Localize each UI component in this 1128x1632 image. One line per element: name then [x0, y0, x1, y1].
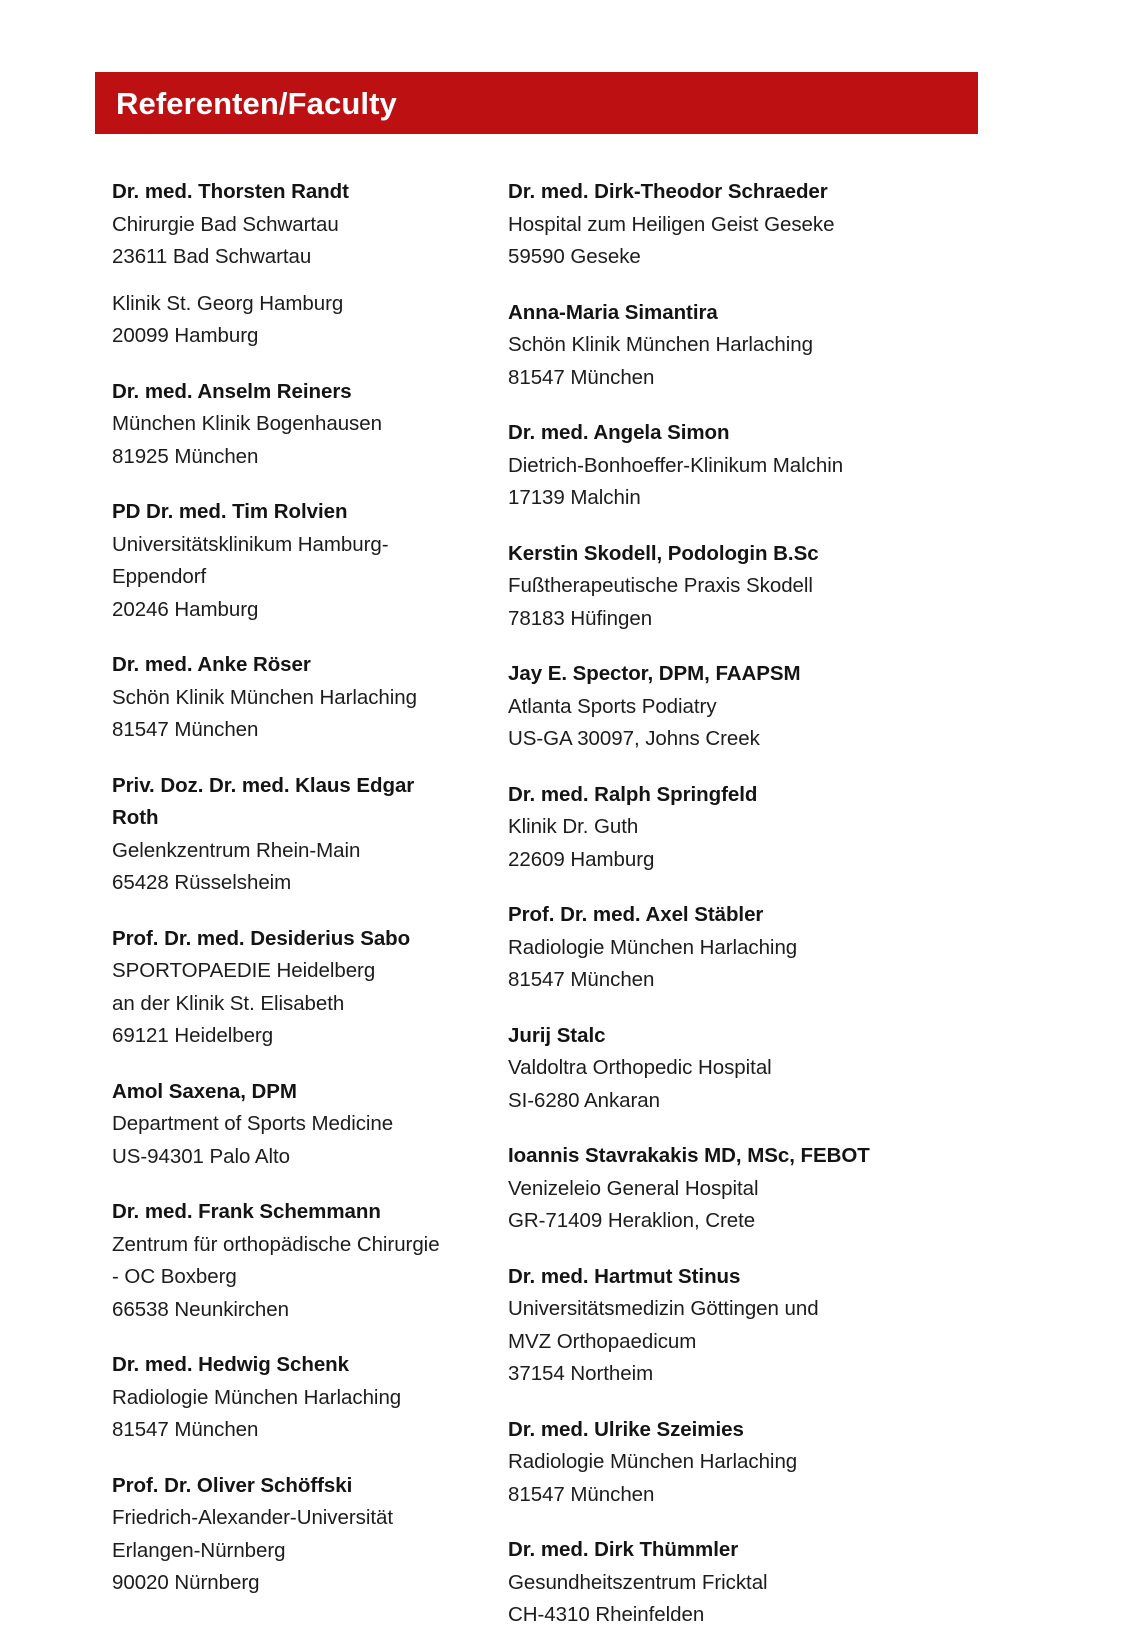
faculty-name: Priv. Doz. Dr. med. Klaus Edgar Roth [112, 773, 415, 829]
faculty-affiliation-line: Valdoltra Orthopedic Hospital [508, 1056, 772, 1079]
faculty-affiliation-line: München Klinik Bogenhausen [112, 412, 382, 435]
faculty-affiliation-line: Chirurgie Bad Schwartau [112, 212, 339, 236]
faculty-entry [112, 923, 447, 1053]
faculty-affiliation-line: GR-71409 Heraklion, Crete [508, 1209, 756, 1232]
faculty-affiliation [508, 450, 1005, 515]
faculty-affiliation-line: Gesundheitszentrum Fricktal [508, 1570, 768, 1594]
faculty-entry [112, 496, 447, 626]
faculty-affiliation-line: Gelenkzentrum Rhein-Main [112, 838, 361, 862]
faculty-affiliation-line: 22609 Hamburg [508, 847, 655, 871]
faculty-affiliation [508, 1293, 1005, 1391]
faculty-affiliation-line: 81547 München [508, 365, 655, 389]
faculty-affiliation [112, 288, 447, 353]
faculty-affiliation [112, 1108, 447, 1173]
faculty-affiliation-line: 65428 Rüsselsheim [112, 871, 292, 894]
faculty-name: Prof. Dr. med. Axel Stäbler [508, 903, 764, 926]
faculty-name: Dr. med. Thorsten Randt [112, 180, 349, 203]
faculty-affiliation-line: SI-6280 Ankaran [508, 1088, 660, 1112]
faculty-name: Dr. med. Dirk-Theodor Schraeder [508, 180, 828, 203]
faculty-affiliation-line: Klinik St. Georg Hamburg [112, 291, 344, 315]
faculty-entry [112, 176, 447, 353]
faculty-name: Kerstin Skodell, Podologin B.Sc [508, 541, 819, 565]
faculty-name: Prof. Dr. med. Desiderius Sabo [112, 926, 411, 950]
faculty-entry [508, 779, 1005, 877]
faculty-entry [508, 1020, 1005, 1118]
faculty-affiliation-line: Fußtherapeutische Praxis Skodell [508, 574, 813, 597]
faculty-name: Dr. med. Hartmut Stinus [508, 1264, 741, 1288]
faculty-affiliation [508, 691, 1005, 756]
faculty-affiliation-line: 59590 Geseke [508, 245, 641, 268]
faculty-entry [508, 297, 1005, 395]
faculty-affiliation [508, 329, 1005, 394]
faculty-entry [508, 176, 1005, 274]
faculty-affiliation-line: 81547 München [508, 968, 655, 991]
faculty-affiliation [508, 570, 1005, 635]
faculty-affiliation-line: 81547 München [508, 1482, 655, 1506]
faculty-affiliation-line: Department of Sports Medicine [112, 1112, 394, 1135]
faculty-affiliation-line: 23611 Bad Schwartau [112, 245, 312, 268]
faculty-affiliation [508, 932, 1005, 997]
faculty-affiliation-line: Friedrich-Alexander-Universität [112, 1506, 393, 1529]
faculty-affiliation-line: 81547 München [112, 718, 259, 741]
faculty-affiliation-line: Universitätsmedizin Göttingen und [508, 1297, 819, 1320]
faculty-affiliation-line: 81547 München [112, 1418, 259, 1441]
faculty-name: Ioannis Stavrakakis MD, MSc, FEBOT [508, 1144, 870, 1167]
faculty-affiliation-line: Universitätsklinikum Hamburg- [112, 532, 389, 556]
faculty-entry [508, 899, 1005, 997]
faculty-affiliation-line: Erlangen-Nürnberg [112, 1538, 286, 1562]
faculty-affiliation [112, 1382, 447, 1447]
faculty-affiliation [508, 811, 1005, 876]
faculty-affiliation-line: an der Klinik St. Elisabeth [112, 991, 345, 1015]
faculty-affiliation-line: 20099 Hamburg [112, 324, 259, 347]
faculty-affiliation-line: Atlanta Sports Podiatry [508, 694, 717, 718]
faculty-affiliation-line: Klinik Dr. Guth [508, 815, 639, 838]
faculty-affiliation [508, 1446, 1005, 1511]
faculty-affiliation-line: CH-4310 Rheinfelden [508, 1603, 705, 1626]
faculty-name: Dr. med. Ralph Springfeld [508, 782, 758, 806]
faculty-affiliation-line: 78183 Hüfingen [508, 606, 653, 630]
faculty-affiliation-line: 37154 Northeim [508, 1362, 654, 1385]
faculty-entry [508, 1261, 1005, 1391]
faculty-affiliation [112, 682, 447, 747]
faculty-entry [112, 1076, 447, 1174]
faculty-name: Jurij Stalc [508, 1023, 606, 1047]
faculty-name: Dr. med. Hedwig Schenk [112, 1353, 349, 1376]
faculty-entry [508, 1414, 1005, 1512]
faculty-affiliation-line: 17139 Malchin [508, 486, 641, 509]
faculty-entry [112, 649, 447, 747]
faculty-affiliation-line: 69121 Heidelberg [112, 1024, 274, 1047]
faculty-name: Dr. med. Dirk Thümmler [508, 1538, 739, 1561]
faculty-affiliation [112, 209, 447, 274]
faculty-affiliation-line: Hospital zum Heiligen Geist Geseke [508, 212, 835, 236]
faculty-column-right [455, 176, 1015, 1632]
faculty-name: Amol Saxena, DPM [112, 1079, 297, 1103]
faculty-affiliation-line: 20246 Hamburg [112, 597, 259, 621]
faculty-entry [112, 770, 447, 900]
faculty-entry [508, 1140, 1005, 1238]
faculty-name: Dr. med. Ulrike Szeimies [508, 1417, 744, 1441]
faculty-entry [508, 1534, 1005, 1632]
faculty-entry [508, 538, 1005, 636]
faculty-affiliation-line: MVZ Orthopaedicum [508, 1329, 697, 1353]
faculty-name: Prof. Dr. Oliver Schöffski [112, 1473, 353, 1497]
faculty-affiliation-line: Eppendorf [112, 565, 207, 588]
faculty-name: Dr. med. Frank Schemmann [112, 1200, 381, 1223]
faculty-affiliation-line: Venizeleio General Hospital [508, 1176, 759, 1200]
faculty-entry [112, 376, 447, 474]
faculty-affiliation [112, 529, 447, 627]
faculty-affiliation-line: Radiologie München Harlaching [508, 1450, 798, 1473]
section-header-bar [95, 72, 978, 134]
faculty-affiliation [508, 1567, 1005, 1632]
faculty-affiliation-line: 66538 Neunkirchen [112, 1297, 289, 1321]
faculty-affiliation-line: SPORTOPAEDIE Heidelberg [112, 959, 376, 982]
faculty-affiliation-line: US-94301 Palo Alto [112, 1144, 291, 1168]
faculty-affiliation-line: US-GA 30097, Johns Creek [508, 727, 760, 750]
faculty-affiliation [508, 1173, 1005, 1238]
faculty-affiliation-line: Dietrich-Bonhoeffer-Klinikum Malchin [508, 453, 844, 477]
faculty-entry [112, 1470, 447, 1600]
faculty-column-left [0, 176, 455, 1600]
faculty-entry [112, 1349, 447, 1447]
faculty-affiliation [112, 955, 447, 1053]
faculty-entry [508, 658, 1005, 756]
faculty-name: Dr. med. Anke Röser [112, 653, 311, 676]
faculty-affiliation-line: Schön Klinik München Harlaching [508, 333, 813, 356]
faculty-entry [112, 1196, 447, 1326]
faculty-affiliation-line: Radiologie München Harlaching [112, 1385, 402, 1409]
faculty-affiliation-line: 81925 München [112, 444, 259, 468]
faculty-affiliation [112, 1502, 447, 1600]
faculty-affiliation [112, 408, 447, 473]
faculty-affiliation-line: 90020 Nürnberg [112, 1571, 260, 1594]
faculty-entry [508, 417, 1005, 515]
faculty-affiliation-line: Schön Klinik München Harlaching [112, 685, 417, 709]
faculty-affiliation [112, 1229, 447, 1327]
page-title: Referenten/Faculty [116, 85, 397, 121]
faculty-name: Dr. med. Anselm Reiners [112, 379, 352, 403]
faculty-name: PD Dr. med. Tim Rolvien [112, 500, 348, 523]
faculty-name: Anna-Maria Simantira [508, 300, 718, 324]
faculty-affiliation-line: Radiologie München Harlaching [508, 935, 798, 959]
faculty-affiliation [508, 209, 1005, 274]
faculty-affiliation-line: Zentrum für orthopädische Chirurgie [112, 1232, 440, 1256]
faculty-columns [0, 176, 1128, 1632]
faculty-name: Jay E. Spector, DPM, FAAPSM [508, 662, 801, 685]
faculty-name: Dr. med. Angela Simon [508, 421, 730, 444]
faculty-affiliation-line: - OC Boxberg [112, 1265, 237, 1288]
faculty-affiliation [112, 835, 447, 900]
faculty-affiliation [508, 1052, 1005, 1117]
